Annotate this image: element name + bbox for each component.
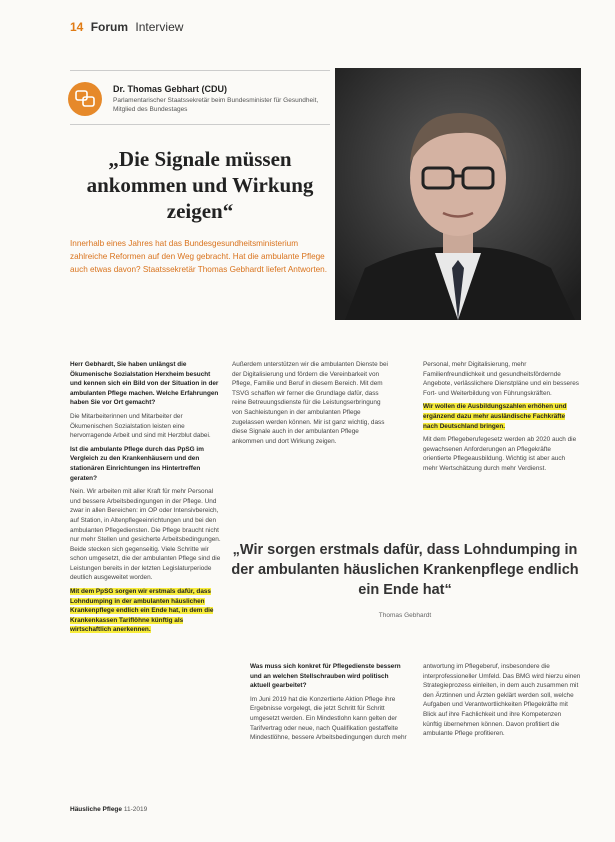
paragraph: Herr Gebhardt, Sie haben unlängst die Ökumenische Sozialstation Herxheim besucht und kennen sich ein Bild von der Situation in der ambulanten Pflege machen. Welche Erfahrungen haben Sie vor Ort gemacht?	[70, 361, 219, 407]
paragraph: Im Juni 2019 hat die Konzertierte Aktion Pflege ihre Ergebnisse vorgelegt, die jetzt Schritt für Schritt umgesetzt werden. Ein Mindestlohn kann gelten der Tarifvertrag oder neue, nach Qualifikation gestaffelte Mindestlöhne, bessere Arbeitsbedingungen durch mehr	[250, 695, 407, 742]
paragraph: Personal, mehr Digitalisierung, mehr Familienfreundlichkeit und gesundheitsfördernde Angebote, verlässlichere Dienstpläne und ein besseres Fort- und Weiterbildung von Führungskräften.	[423, 361, 579, 397]
column-left	[70, 360, 222, 639]
paragraph: Nein. Wir arbeiten mit aller Kraft für mehr Personal und bessere Arbeitsbedingungen in der Pflege. Und zwar in allen Bereichen: im OP oder Intensivbereich, auf Station, in Altenpflegeeinrichtungen und bei den ambulanten Pflegediensten. Die Pflege braucht nicht nur mehr Stellen und gesicherte Arbeitsbedingungen. Beide stecken sich gegenseitig. Viele Schritte wir schon umgesetzt, die der ambulanten Pflege sind die Leistungen bereits in der letzten Legislaturperiode deutlich ausgeweitet worden.	[70, 488, 221, 582]
portrait-photo	[335, 68, 581, 320]
page-footer	[70, 806, 147, 813]
paragraph: Die Mitarbeiterinnen und Mitarbeiter der Ökumenischen Sozialstation leisten eine hervorragende Arbeit und sind mit Herzblut dabei.	[70, 412, 211, 440]
column-middle	[232, 360, 392, 450]
running-header	[70, 20, 183, 34]
subsection-label: Interview	[135, 20, 184, 34]
footer-brand: Häusliche Pflege	[70, 806, 123, 813]
divider	[70, 70, 330, 71]
speech-bubble-icon	[68, 82, 102, 116]
pull-quote: „Wir sorgen erstmals dafür, dass Lohndumping in der ambulanten häuslichen Krankenpflege endlich ein Ende hat“	[231, 542, 579, 598]
paragraph: Was muss sich konkret für Pflegedienste bessern und an welchen Stellschrauben wird politisch aktuell gearbeitet?	[250, 663, 401, 690]
footer-issue: 11-2019	[123, 806, 148, 813]
highlighted-paragraph: Wir wollen die Ausbildungszahlen erhöhen und ergänzend dazu mehr ausländische Fachkräfte nach Deutschland bringen.	[423, 403, 567, 430]
pull-quote-author: Thomas Gebhardt	[378, 612, 432, 619]
author-role: Parlamentarischer Staatssekretär beim Bundesminister für Gesundheit, Mitglied des Bundestages	[113, 97, 319, 113]
author-name: Dr. Thomas Gebhart (CDU)	[113, 84, 228, 94]
lead-text: Innerhalb eines Jahres hat das Bundesgesundheitsministerium zahlreiche Reformen auf den Weg gebracht. Hat die ambulante Pflege auch etwas davon? Staatssekretär Thomas Gebhardt liefert Antworten.	[70, 239, 327, 274]
paragraph: Ist die ambulante Pflege durch das PpSG im Vergleich zu den Krankenhäusern und den stationären Einrichtungen ins Hintertreffen geraten?	[70, 445, 204, 482]
section-label: Forum	[90, 20, 129, 34]
divider	[70, 124, 330, 125]
paragraph: antwortung im Pflegeberuf, insbesondere die interprofessioneller Umfeld. Das BMG wird hierzu einen Strategieprozess einleiten, in dem auch zusammen mit den Ärztinnen und Ärzten geklärt werden soll, welche Aufgaben und Verantwortlichkeiten Pflegekräfte mit Blick auf ihre Fachlichkeit und ihre Kompetenzen künftig übernehmen können. Davon profitiert die ambulante Pflege profitieren.	[423, 663, 581, 738]
column-middle-lower	[250, 662, 410, 747]
author-block	[113, 84, 328, 114]
paragraph: Außerdem unterstützen wir die ambulanten Dienste bei der Digitalisierung und fördern die Vereinbarkeit von Pflege, Familie und Beruf in diesem Bereich. Mit dem TSVG schaffen wir ferner die Grundlage dafür, dass reine Betreuungsdienste für die Leistungserbringung von Sachleistungen in der ambulanten Pflege zugelassen werden können. Mir ist ganz wichtig, dass diese Signale auch in der ambulanten Pflege ankommen und dort Wirkung zeigen.	[232, 361, 388, 445]
headline: „Die Signale müssen ankommen und Wirkung zeigen“	[86, 147, 314, 223]
column-right-lower	[423, 662, 581, 743]
highlighted-paragraph: Mit dem PpSG sorgen wir erstmals dafür, dass Lohndumping in der ambulanten häuslichen Krankenpflege endlich ein Ende hat, in dem die Krankenkassen Tariflöhne künftig als wirtschaftlich anerkennen.	[70, 588, 214, 634]
page-number: 14	[70, 20, 84, 34]
paragraph: Mit dem Pflegeberufegesetz werden ab 2020 auch die gewachsenen Anforderungen an Pflegekräfte orientierte Pflegeausbildung. Wichtig ist aber auch mehr Wertschätzung durch mehr Verdienst.	[423, 436, 577, 472]
column-right	[423, 360, 581, 478]
